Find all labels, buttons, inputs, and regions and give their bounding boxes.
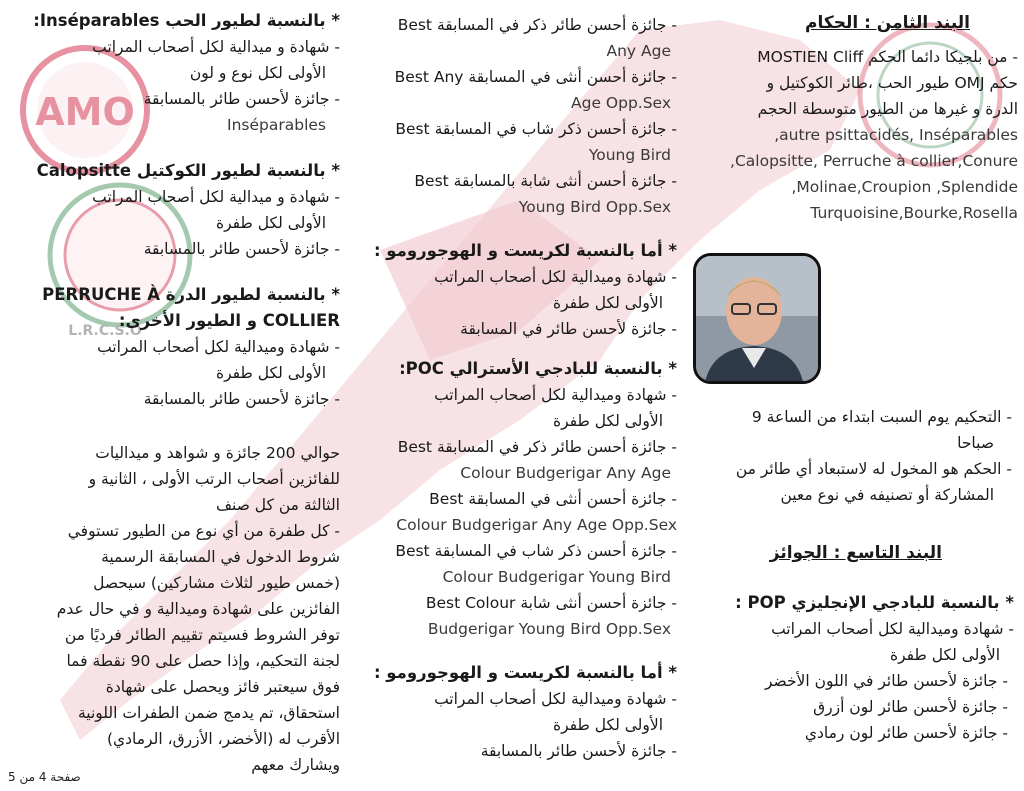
judge-portrait-icon <box>693 256 818 384</box>
prize-line: Age Opp.Sex <box>571 94 671 112</box>
pop-item: - جائزة لأحسن طائر في اللون الأخضر <box>764 672 1008 690</box>
mutation-paragraph: الأقرب له (الأخضر، الأزرق، الرمادي) <box>106 730 340 748</box>
judge-species: Molinae,Croupion ,Splendide, <box>791 178 1018 196</box>
poc-title: * بالنسبة للبادجي الأسترالي POC: <box>399 359 677 378</box>
judge-species: Turquoisine,Bourke,Rosella <box>810 204 1018 222</box>
poc-item: - جائزة أحسن ذكر شاب في المسابقة Best <box>395 542 677 560</box>
calopsitte-item: - شهادة و ميدالية لكل أصحاب المراتب <box>92 188 340 206</box>
schedule-line: صباحا <box>957 434 994 452</box>
crest2-item: الأولى لكل طفرة <box>553 716 663 734</box>
judge-line: - من بلجيكا دائما الحكم MOSTIEN Cliff <box>757 48 1018 66</box>
judge-species: autre psittacidés, Inséparables, <box>774 126 1018 144</box>
logo-text: AMO <box>35 90 135 134</box>
perruche-item: - شهادة وميدالية لكل أصحاب المراتب <box>97 338 340 356</box>
mutation-paragraph: - كل طفرة من أي نوع من الطيور تستوفي <box>67 522 340 540</box>
pop-item: - شهادة وميدالية لكل أصحاب المراتب <box>771 620 1014 638</box>
calopsitte-item: - جائزة لأحسن طائر بالمسابقة <box>143 240 340 258</box>
section9-title: البند التاسع : الجوائز <box>769 543 942 563</box>
inseparables-item: Inséparables <box>227 116 326 134</box>
inseparables-item: - شهادة و ميدالية لكل أصحاب المراتب <box>92 38 340 56</box>
inseparables-title: * بالنسبة لطيور الحب Inséparables: <box>33 11 340 30</box>
pop-item: - جائزة لأحسن طائر لون أزرق <box>813 698 1008 716</box>
right-column <box>686 0 1018 742</box>
poc-item: الأولى لكل طفرة <box>553 412 663 430</box>
mutation-paragraph: (خمس طيور لثلاث مشاركين) سيحصل <box>93 574 340 592</box>
schedule-line: - التحكيم يوم السبت ابتداء من الساعة 9 <box>751 408 1012 426</box>
seal-text: L.R.C.S.O <box>68 323 142 339</box>
prizes-paragraph: الثالثة من كل صنف <box>215 496 340 514</box>
perruche-title: * بالنسبة لطيور الدرة PERRUCHE À <box>42 285 340 304</box>
left-column <box>8 0 340 778</box>
poc-item: Budgerigar Young Bird Opp.Sex <box>427 620 671 638</box>
mutation-paragraph: شروط الدخول في المسابقة الرسمية <box>101 548 340 566</box>
prize-line: - جائزة أحسن طائر ذكر في المسابقة Best <box>397 16 677 34</box>
mutation-paragraph: استحقاق، تم يدمج ضمن الطفرات اللونية <box>77 704 340 722</box>
poc-item: Colour Budgerigar Any Age Opp.Sex <box>396 516 677 534</box>
poc-item: - جائزة أحسن طائر ذكر في المسابقة Best <box>397 438 677 456</box>
mutation-paragraph: ويشارك معهم <box>251 756 340 774</box>
crest-item: - جائزة لأحسن طائر في المسابقة <box>460 320 677 338</box>
judge-line: حكم OMJ طيور الحب ،طائر الكوكتيل و <box>766 74 1018 92</box>
inseparables-item: الأولى لكل نوع و لون <box>189 64 326 82</box>
calopsitte-item: الأولى لكل طفرة <box>216 214 326 232</box>
mutation-paragraph: فوق سيعتبر فائز ويحصل على شهادة <box>105 678 340 696</box>
perruche-title: COLLIER و الطيور الأخرى: <box>118 311 340 330</box>
prize-line: Young Bird Opp.Sex <box>518 198 671 216</box>
judge-species: Calopsitte, Perruche à collier,Conure, <box>730 152 1018 170</box>
poc-item: Colour Budgerigar Young Bird <box>442 568 671 586</box>
crest2-title: * أما بالنسبة لكريست و الهوجورومو : <box>373 663 677 682</box>
crest-item: الأولى لكل طفرة <box>553 294 663 312</box>
crest-item: - شهادة وميدالية لكل أصحاب المراتب <box>434 268 677 286</box>
section8-title: البند الثامن : الحكام <box>804 13 970 33</box>
calopsitte-title: * بالنسبة لطيور الكوكتيل Calopsitte <box>36 161 340 180</box>
prize-line: - جائزة أحسن أنثى في المسابقة Best Any <box>394 68 677 86</box>
poc-item: - جائزة أحسن أنثى في المسابقة Best <box>429 490 677 508</box>
poc-item: Colour Budgerigar Any Age <box>460 464 671 482</box>
judge-rights-line: المشاركة أو تصنيفه في نوع معين <box>780 486 994 504</box>
page-number: صفحة 4 من 5 <box>8 770 81 784</box>
mutation-paragraph: توفر الشروط فسيتم تقييم الطائر فرديًا من <box>64 626 340 644</box>
pop-item: - جائزة لأحسن طائر لون رمادي <box>804 724 1008 742</box>
poc-item: - جائزة أحسن أنثى شابة Best Colour <box>425 594 677 612</box>
prizes-paragraph: للفائزين أصحاب الرتب الأولى ، الثانية و <box>88 470 340 488</box>
prize-line: - جائزة أحسن ذكر شاب في المسابقة Best <box>395 120 677 138</box>
crest-title: * أما بالنسبة لكريست و الهوجورومو : <box>373 241 677 260</box>
prizes-paragraph: حوالي 200 جائزة و شواهد و ميداليات <box>95 444 340 462</box>
perruche-item: - جائزة لأحسن طائر بالمسابقة <box>143 390 340 408</box>
crest2-item: - شهادة وميدالية لكل أصحاب المراتب <box>434 690 677 708</box>
prize-line: - جائزة أحسن أنثى شابة بالمسابقة Best <box>414 172 677 190</box>
judge-line: الدرة و غيرها من الطيور متوسطة الحجم <box>757 100 1018 118</box>
crest2-item: - جائزة لأحسن طائر بالمسابقة <box>480 742 677 760</box>
mutation-paragraph: لجنة التحكيم، وإذا حصل على 90 نقطة فما <box>66 652 340 670</box>
perruche-item: الأولى لكل طفرة <box>216 364 326 382</box>
pop-item: الأولى لكل طفرة <box>890 646 1000 664</box>
pop-title: * بالنسبة للبادجي الإنجليزي POP : <box>735 593 1014 612</box>
prize-line: Young Bird <box>588 146 671 164</box>
poc-item: - شهادة وميدالية لكل أصحاب المراتب <box>434 386 677 404</box>
mutation-paragraph: الفائزين على شهادة وميدالية و في حال عدم <box>56 600 340 618</box>
prize-line: Any Age <box>606 42 671 60</box>
inseparables-item: - جائزة لأحسن طائر بالمسابقة <box>143 90 340 108</box>
judge-photo <box>693 253 821 384</box>
judge-rights-line: - الحكم هو المخول له لاستبعاد أي طائر من <box>735 460 1012 478</box>
middle-column <box>352 0 677 764</box>
